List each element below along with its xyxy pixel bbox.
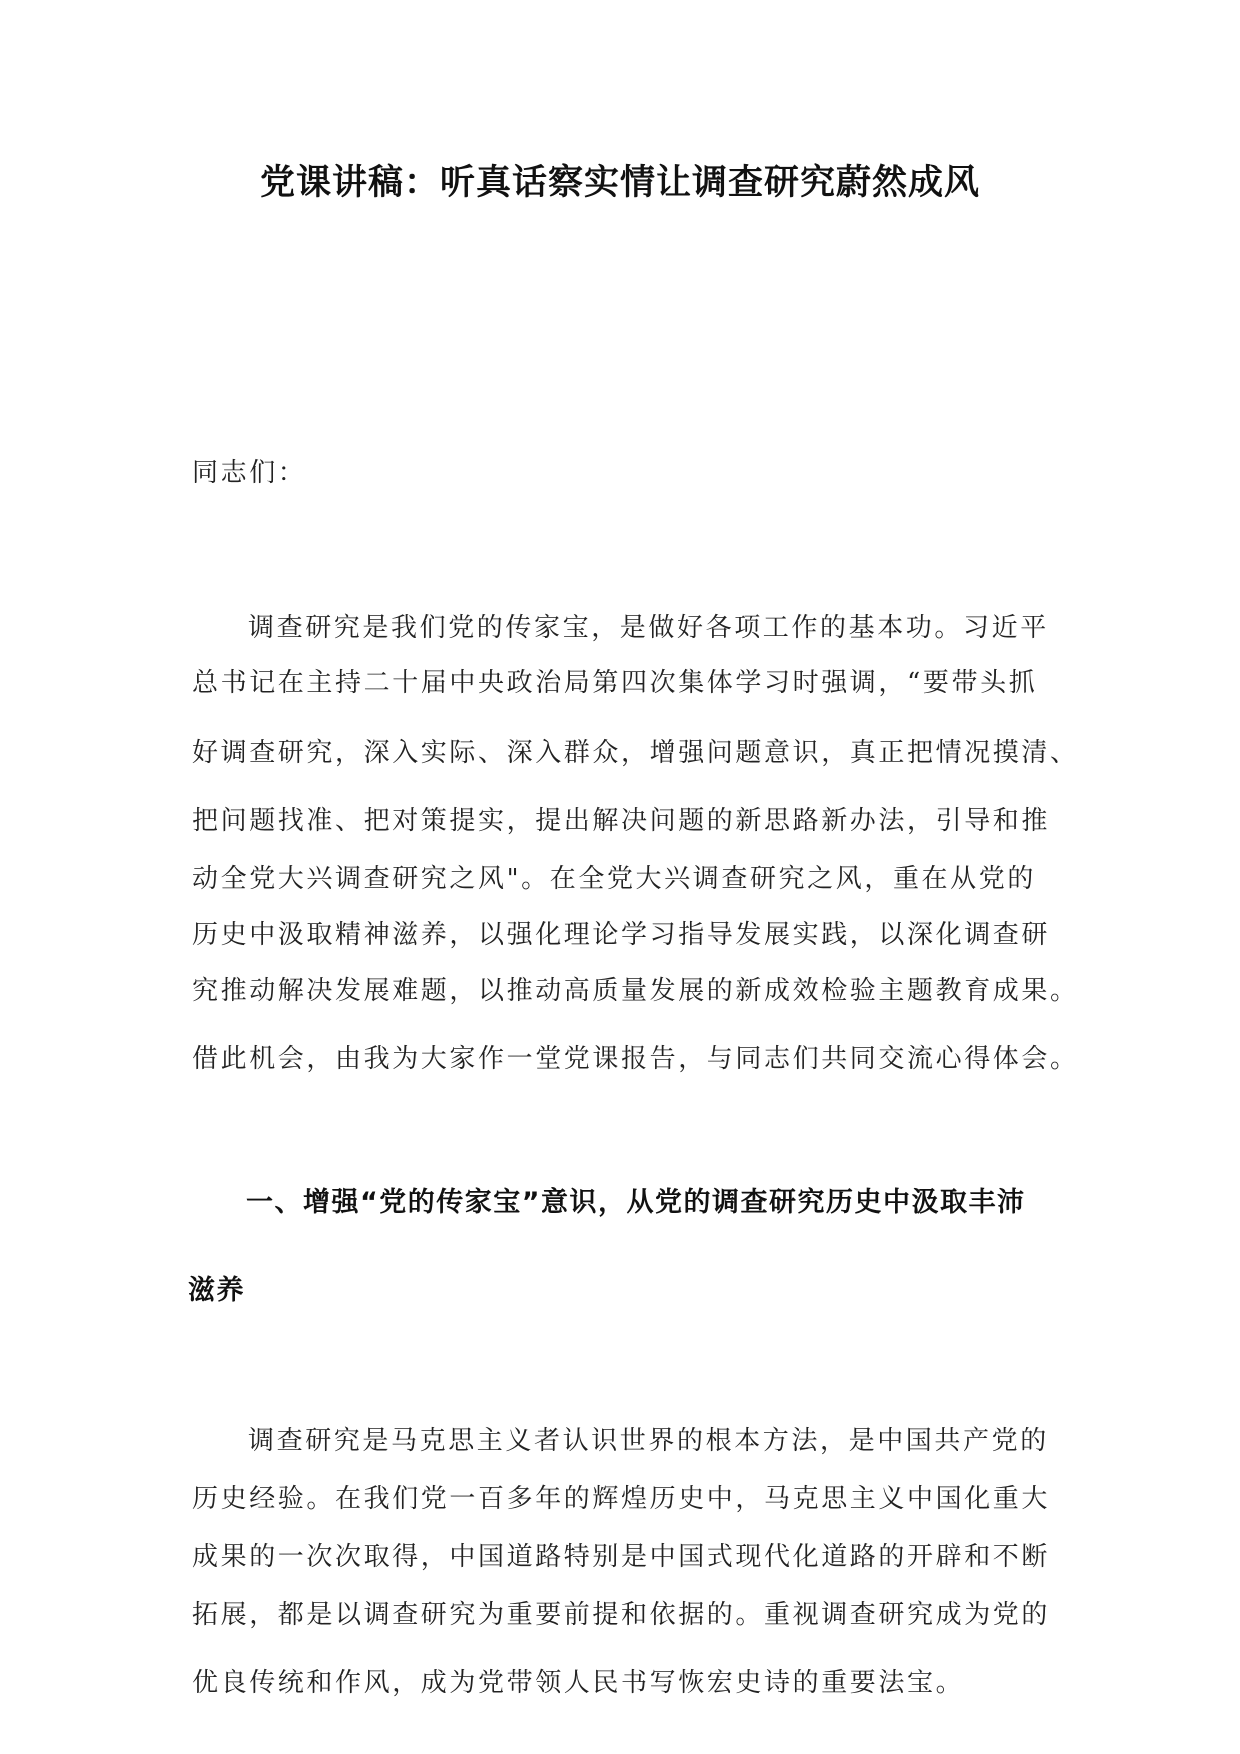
paragraph1-line: 动全党大兴调查研究之风"。在全党大兴调查研究之风，重在从党的 — [192, 864, 1036, 894]
paragraph1-line: 调查研究是我们党的传家宝，是做好各项工作的基本功。习近平 — [248, 613, 1049, 643]
paragraph2-line: 优良传统和作风，成为党带领人民书写恢宏史诗的重要法宝。 — [192, 1668, 965, 1698]
paragraph1-line: 好调查研究，深入实际、深入群众，增强问题意识，真正把情况摸清、 — [192, 738, 1079, 768]
document-title: 党课讲稿：听真话察实情让调查研究蔚然成风 — [259, 163, 980, 203]
section-heading-line: 一、增强“党的传家宝”意识，从党的调查研究历史中汲取丰沛 — [246, 1187, 1026, 1218]
paragraph1-line: 历史中汲取精神滋养，以强化理论学习指导发展实践，以深化调查研 — [192, 920, 1051, 950]
paragraph1-line: 把问题找准、把对策提实，提出解决问题的新思路新办法，引导和推 — [192, 806, 1051, 836]
paragraph1-line: 究推动解决发展难题，以推动高质量发展的新成效检验主题教育成果。 — [192, 976, 1079, 1006]
paragraph2-line: 调查研究是马克思主义者认识世界的根本方法，是中国共产党的 — [248, 1426, 1049, 1456]
paragraph2-line: 历史经验。在我们党一百多年的辉煌历史中，马克思主义中国化重大 — [192, 1484, 1051, 1514]
section-heading-line: 滋养 — [188, 1275, 245, 1306]
paragraph1-line: 总书记在主持二十届中央政治局第四次集体学习时强调，“要带头抓 — [192, 668, 1038, 698]
paragraph1-line: 借此机会，由我为大家作一堂党课报告，与同志们共同交流心得体会。 — [192, 1044, 1079, 1074]
salutation: 同志们： — [192, 458, 307, 488]
paragraph2-line: 成果的一次次取得，中国道路特别是中国式现代化道路的开辟和不断 — [192, 1542, 1051, 1572]
paragraph2-line: 拓展，都是以调查研究为重要前提和依据的。重视调查研究成为党的 — [192, 1600, 1051, 1630]
